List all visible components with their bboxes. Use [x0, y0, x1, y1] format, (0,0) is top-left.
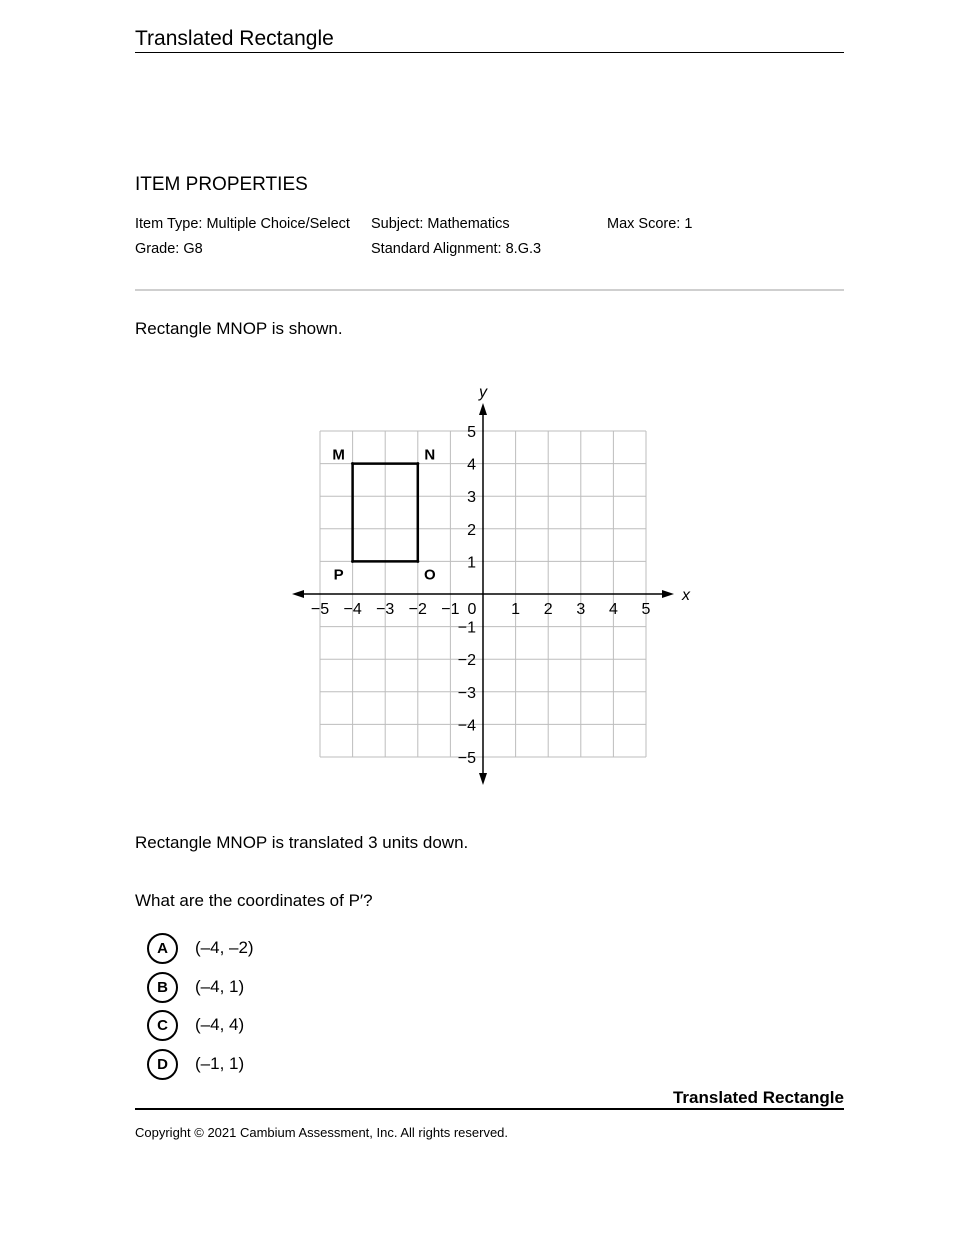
question-intro: Rectangle MNOP is shown.	[135, 319, 343, 338]
question-statement: Rectangle MNOP is translated 3 units down.	[135, 833, 469, 852]
vertex-n-point	[416, 462, 419, 465]
x-tick-label: −2	[408, 601, 427, 618]
choice-d-text: (–1, 1)	[195, 1054, 245, 1073]
y-tick-label: 5	[467, 424, 476, 441]
footer-title: Translated Rectangle	[672, 1088, 844, 1107]
y-tick-label: −1	[457, 619, 476, 637]
coordinate-grid-figure	[280, 376, 700, 796]
choice-d[interactable]	[147, 1048, 244, 1080]
y-tick-label: −3	[457, 684, 476, 702]
y-axis-label: y	[479, 384, 487, 401]
item-type: Item Type: Multiple Choice/Select	[135, 216, 350, 232]
vertex-o-label: O	[423, 566, 436, 584]
vertex-o-point	[416, 560, 419, 563]
item-properties-heading: ITEM PROPERTIES	[135, 174, 308, 195]
grade: Grade: G8	[135, 241, 203, 257]
choice-c-bubble[interactable]: C	[147, 1010, 178, 1041]
choice-a-bubble[interactable]: A	[147, 933, 178, 964]
choice-c[interactable]	[147, 1009, 244, 1041]
y-tick-label: −2	[457, 652, 476, 670]
choice-d-bubble[interactable]: D	[147, 1049, 178, 1080]
choice-c-text: (–4, 4)	[195, 1015, 245, 1034]
question-prompt: What are the coordinates of P′?	[135, 891, 373, 910]
footer-rule	[135, 1108, 844, 1110]
x-tick-label: −5	[310, 601, 330, 618]
origin-label: 0	[467, 601, 477, 618]
y-tick-label: −5	[457, 750, 476, 767]
standard-alignment: Standard Alignment: 8.G.3	[371, 241, 542, 257]
x-axis-arrow-right	[662, 590, 674, 598]
choice-a-text: (–4, –2)	[195, 938, 254, 957]
choice-b-bubble[interactable]: B	[147, 972, 178, 1003]
y-tick-label: 4	[467, 456, 476, 474]
max-score: Max Score: 1	[607, 216, 693, 232]
x-tick-label: −4	[343, 601, 362, 618]
vertex-n-label: N	[424, 446, 436, 464]
x-axis-label: x	[682, 587, 690, 604]
vertex-m-label: M	[332, 446, 345, 464]
choice-b[interactable]	[147, 971, 244, 1003]
choice-b-text: (–4, 1)	[195, 977, 245, 996]
x-tick-label: −3	[376, 601, 395, 618]
x-tick-label: 1	[511, 601, 521, 618]
choice-a[interactable]	[147, 932, 254, 964]
vertex-m-point	[351, 462, 354, 465]
copyright: Copyright © 2021 Cambium Assessment, Inc. All rights reserved.	[135, 1125, 509, 1140]
y-axis-arrow-up	[479, 403, 487, 415]
y-tick-label: 3	[467, 489, 476, 507]
x-tick-label: 5	[641, 601, 651, 618]
y-tick-label: −4	[457, 717, 476, 735]
divider	[135, 289, 844, 291]
vertex-p-label: P	[333, 566, 344, 584]
vertex-p-point	[351, 560, 354, 563]
x-tick-label: −1	[441, 601, 460, 618]
subject: Subject: Mathematics	[371, 216, 510, 232]
y-tick-label: 2	[467, 521, 476, 539]
x-tick-label: 3	[576, 601, 586, 618]
x-tick-label: 2	[543, 601, 553, 618]
y-tick-label: 1	[467, 554, 476, 572]
x-axis-arrow-left	[292, 590, 304, 598]
y-axis-arrow-down	[479, 773, 487, 785]
page-title: Translated Rectangle	[135, 26, 844, 53]
x-tick-label: 4	[608, 601, 618, 618]
